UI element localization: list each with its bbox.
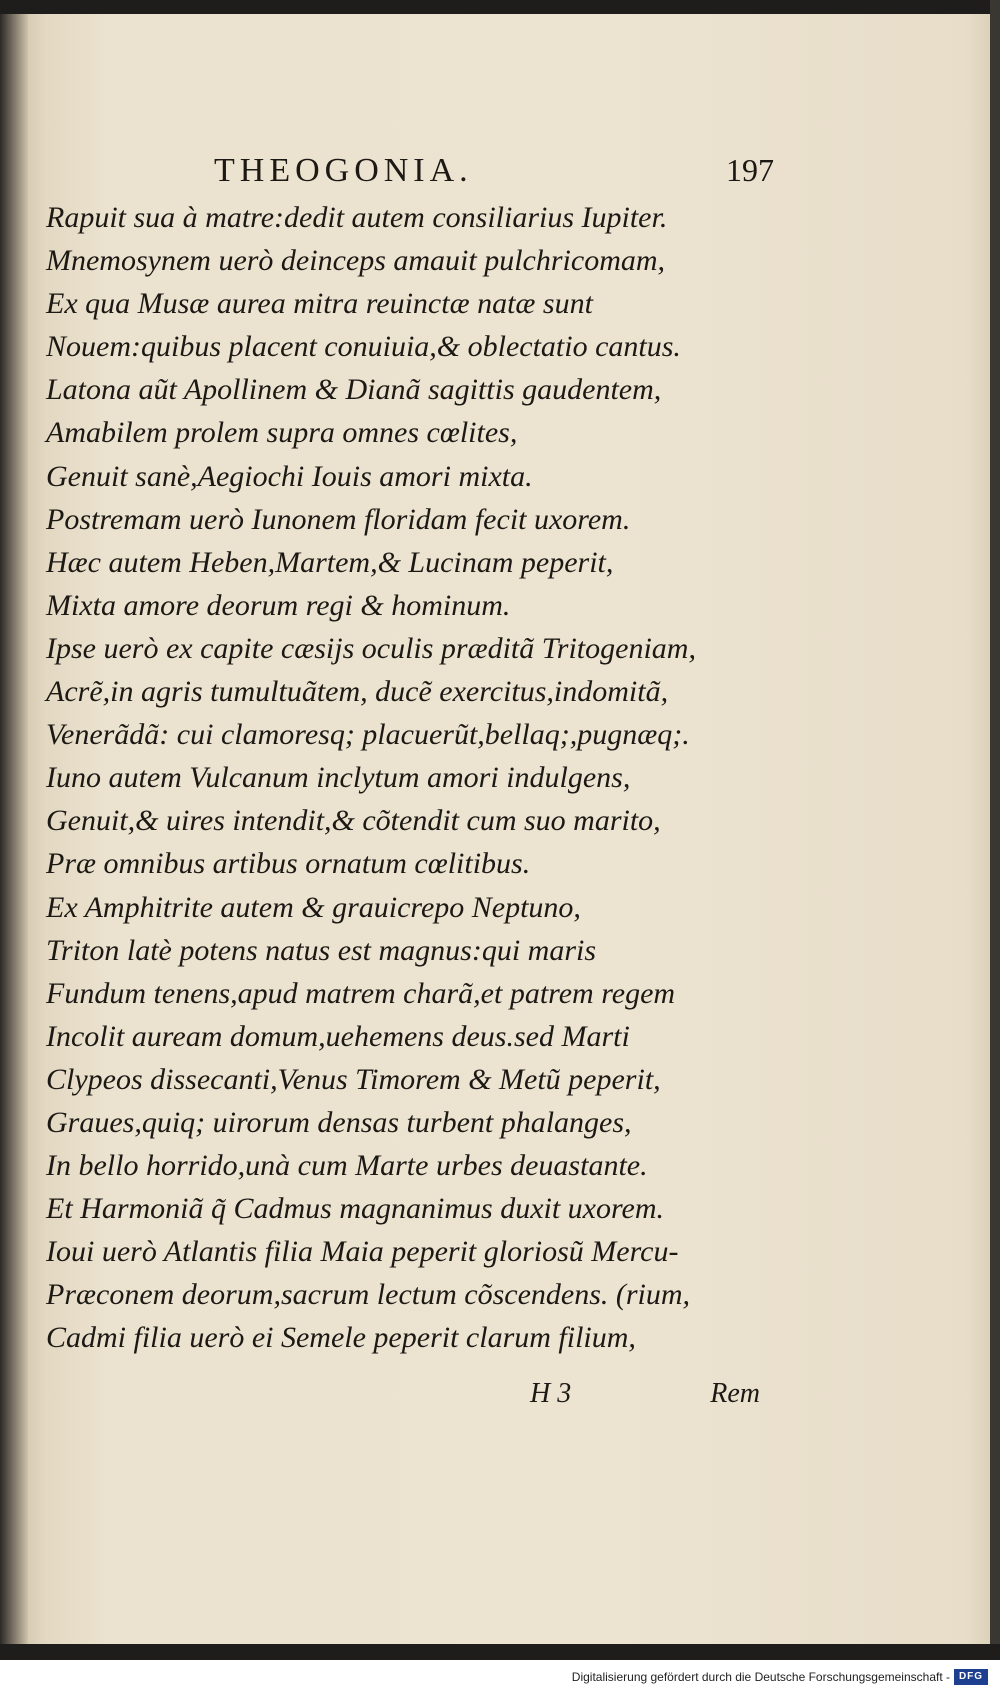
text-line: Genuit sanè,Aegiochi Iouis amori mixta. [46,459,533,493]
catchword: Rem [710,1378,760,1409]
text-line: Triton latè potens natus est magnus:qui maris [46,933,597,967]
text-line: Ex qua Musæ aurea mitra reuinctæ natæ sunt [46,287,593,321]
text-line: Fundum tenens,apud matrem charã,et patrem regem [46,976,676,1010]
text-line: Præ omnibus artibus ornatum cœlitibus. [46,847,531,881]
text-line: Genuit,& uires intendit,& cõtendit cum suo marito, [46,804,661,838]
verse-text [46,196,786,1360]
text-line: In bello horrido,unà cum Marte urbes deuastante. [46,1149,648,1183]
text-line: Graues,quiq; uirorum densas turbent phalanges, [46,1105,632,1139]
text-line: Rapuit sua à matre:dedit autem consiliarius Iupiter. [46,201,668,234]
page-edge [990,0,1000,1660]
text-line: Amabilem prolem supra omnes cœlites, [46,416,518,450]
page-header [214,152,774,196]
text-line: Et Harmoniã q̃ Cadmus magnanimus duxit uxorem. [46,1192,665,1226]
credit-text: Digitalisierung gefördert durch die Deutsche Forschungsgemeinschaft - [571,1670,950,1684]
credit-bar [0,1660,1000,1698]
text-line: Latona aũt Apollinem & Dianã sagittis gaudentem, [46,373,662,407]
page-number: 197 [726,152,774,188]
scan-border [0,1644,1000,1660]
text-line: Mixta amore deorum regi & hominum. [46,588,511,622]
text-line: Mnemosynem uerò deinceps amauit pulchricomam, [46,244,666,278]
text-line: Acrẽ,in agris tumultuãtem, ducẽ exercitus,indomitã, [46,675,669,709]
text-line: Iuno autem Vulcanum inclytum amori indulgens, [46,761,631,795]
text-line: Cadmi filia uerò ei Semele peperit clarum filium, [46,1321,636,1355]
text-line: Nouem:quibus placent conuiuia,& oblectatio cantus. [46,330,681,364]
text-line: Postremam uerò Iunonem floridam fecit uxorem. [46,502,631,536]
text-line: Ipse uerò ex capite cæsijs oculis præditã Tritogeniam, [46,631,696,665]
text-line: Incolit auream domum,uehemens deus.sed Marti [46,1019,630,1053]
text-line: Hæc autem Heben,Martem,& Lucinam peperit, [46,545,614,579]
binding-shadow [0,14,28,1644]
page-footer [530,1378,760,1418]
dfg-logo: DFG [954,1669,988,1685]
text-line: Ex Amphitrite autem & grauicrepo Neptuno, [46,890,581,924]
running-title: THEOGONIA. [214,152,473,189]
text-line: Clypeos dissecanti,Venus Timorem & Metũ peperit, [46,1062,661,1096]
signature-mark: H 3 [530,1378,572,1409]
text-line: Ioui uerò Atlantis filia Maia peperit gloriosũ Mercu- [46,1235,679,1269]
text-line: Venerãdã: cui clamoresq; placuerũt,bellaq;,pugnæq;. [46,718,690,752]
text-line: Præconem deorum,sacrum lectum cõscendens. (rium, [46,1278,691,1312]
